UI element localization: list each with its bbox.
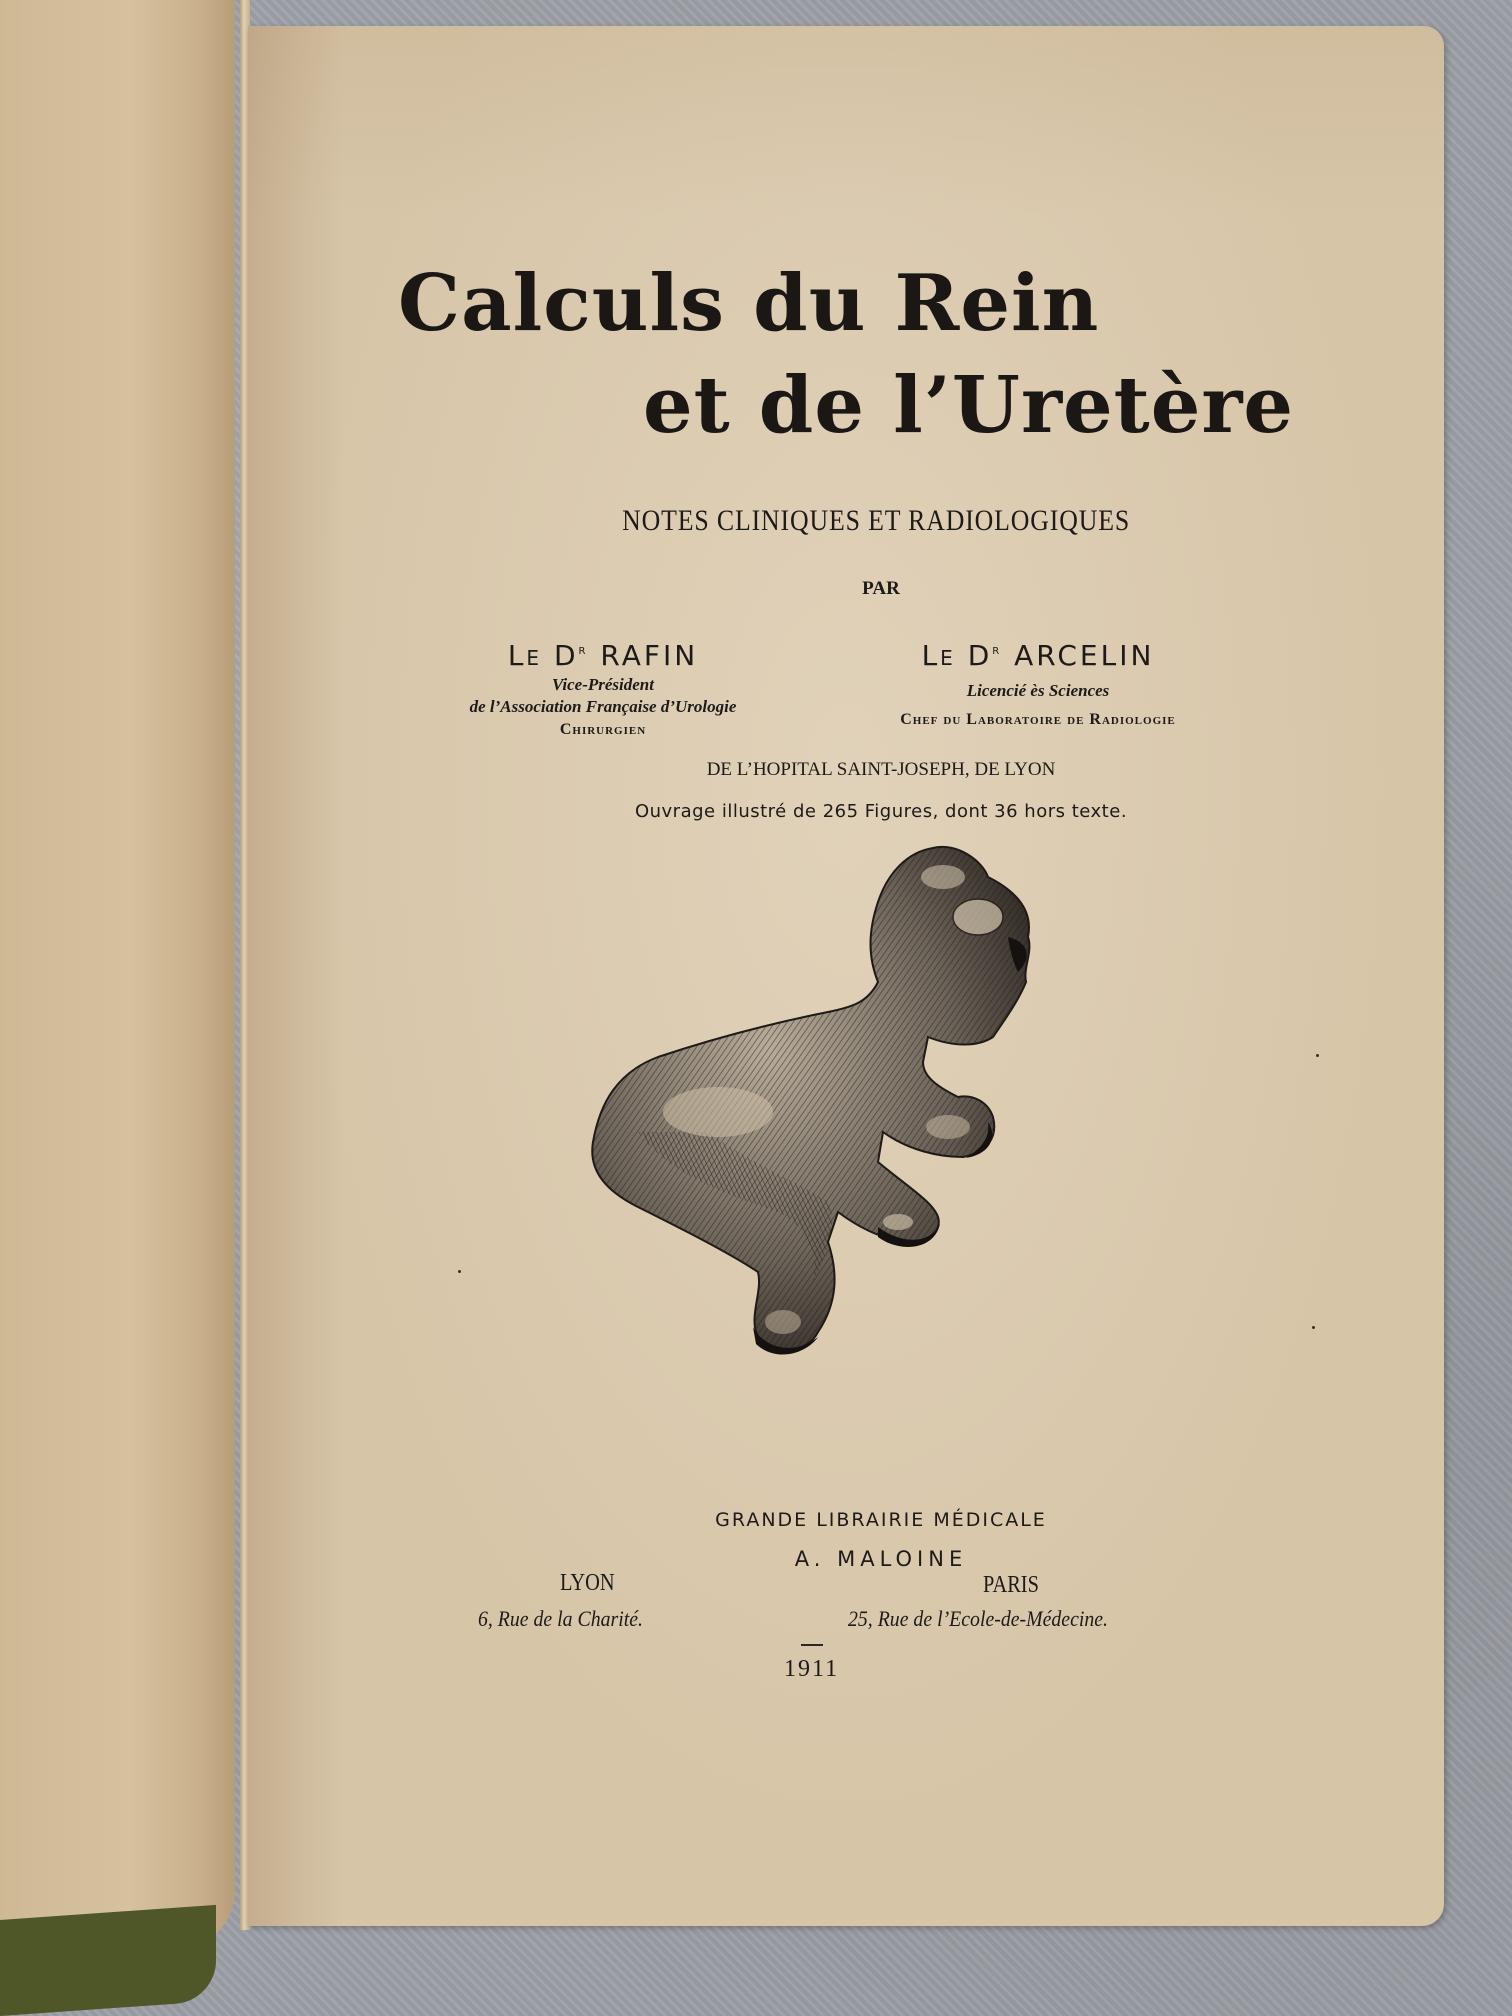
hospital-line: DE L’HOPITAL SAINT-JOSEPH, DE LYON xyxy=(706,759,1056,780)
paper-speck xyxy=(458,1270,461,1273)
author-position: Chef du Laboratoire de Radiologie xyxy=(900,711,1176,728)
publisher-address-paris: 25, Rue de l’Ecole-de-Médecine. xyxy=(848,1606,1109,1631)
author-title-sup: r xyxy=(992,642,1003,658)
author-surname: RAFIN xyxy=(600,639,699,672)
author-title-sup: r xyxy=(578,642,589,658)
author-title-prefix: Le D xyxy=(507,639,579,672)
title-page-content xyxy=(248,26,1444,1926)
publisher-city-lyon: LYON xyxy=(560,1570,615,1596)
by-label: PAR xyxy=(862,578,900,599)
author-title-prefix: Le D xyxy=(921,639,993,672)
publisher-name: A. MALOINE xyxy=(794,1547,968,1571)
author-rafin xyxy=(433,632,773,742)
author-role: Vice-Président xyxy=(552,675,654,694)
divider-rule xyxy=(801,1644,823,1646)
publication-year: 1911 xyxy=(784,1656,840,1682)
publisher-city-paris: PARIS xyxy=(983,1572,1039,1598)
author-arcelin xyxy=(848,632,1228,732)
book-title-line-1: Calculs du Rein xyxy=(398,258,1100,349)
book-cover-edge xyxy=(0,1905,216,2016)
illustration-count-note: Ouvrage illustré de 265 Figures, dont 36 hors texte. xyxy=(634,801,1128,822)
title-page xyxy=(248,26,1444,1926)
book-subtitle: NOTES CLINIQUES ET RADIOLOGIQUES xyxy=(622,504,1131,537)
author-name xyxy=(433,632,773,674)
publisher-imprint: GRANDE LIBRAIRIE MÉDICALE xyxy=(715,1509,1047,1531)
kidney-stone-engraving xyxy=(578,832,1038,1452)
paper-speck xyxy=(1312,1326,1315,1329)
facing-page xyxy=(0,0,235,1950)
paper-speck xyxy=(1316,1054,1319,1057)
author-surname: ARCELIN xyxy=(1014,639,1155,672)
author-affiliation: de l’Association Française d’Urologie xyxy=(469,697,737,716)
publisher-address-lyon: 6, Rue de la Charité. xyxy=(478,1606,643,1631)
author-name xyxy=(848,632,1228,674)
author-degree: Licencié ès Sciences xyxy=(966,681,1110,700)
book-title-line-2: et de l’Uretère xyxy=(643,360,1295,451)
author-profession: Chirurgien xyxy=(559,721,647,738)
